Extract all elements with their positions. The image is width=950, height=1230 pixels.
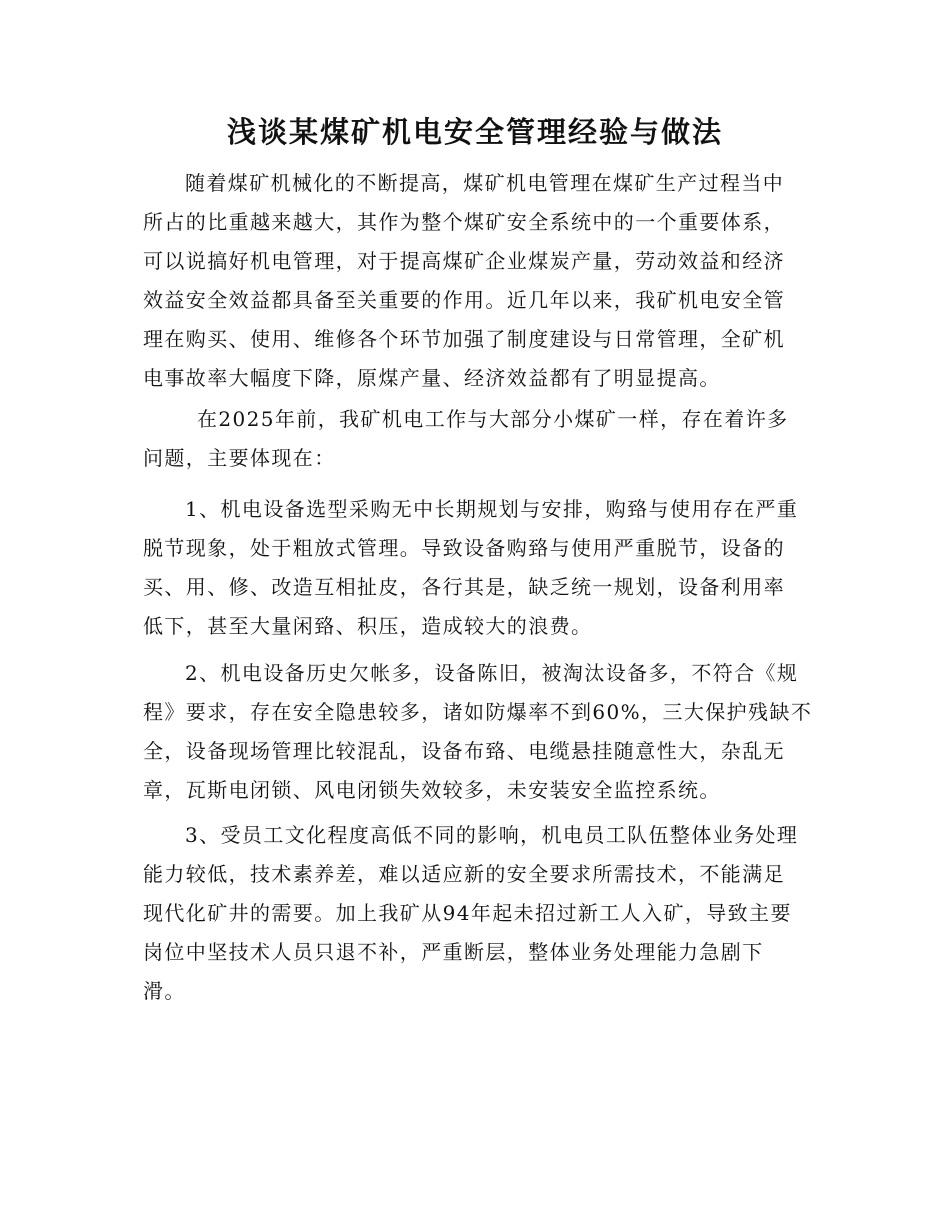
text-line: 章，瓦斯电闭锁、风电闭锁失效较多，未安装安全监控系统。 — [143, 778, 721, 802]
text-line: 电事故率大幅度下降，原煤产量、经济效益都有了明显提高。 — [143, 366, 721, 390]
text-line: 2、机电设备历史欠帐多，设备陈旧，被淘汰设备多，不符合《规 — [185, 661, 799, 685]
text-line: 脱节现象，处于粗放式管理。导致设备购臵与使用严重脱节，设备的 — [143, 536, 785, 560]
text-line: 买、用、修、改造互相扯皮，各行其是，缺乏统一规划，设备利用率 — [143, 575, 785, 599]
text-line: 效益安全效益都具备至关重要的作用。近几年以来，我矿机电安全管 — [143, 288, 785, 312]
paragraph-point-1 — [143, 490, 813, 646]
text-line: 岗位中坚技术人员只退不补，严重断层，整体业务处理能力急剧下 — [143, 940, 764, 964]
paragraph-intro — [143, 164, 813, 398]
text-line: 全，设备现场管理比较混乱，设备布臵、电缆悬挂随意性大，杂乱无 — [143, 739, 785, 763]
text-line: 可以说搞好机电管理，对于提高煤矿企业煤炭产量，劳动效益和经济 — [143, 249, 785, 273]
text-line: 问题，主要体现在： — [143, 446, 336, 470]
text-line: 理在购买、使用、维修各个环节加强了制度建设与日常管理，全矿机 — [143, 327, 785, 351]
text-line: 滑。 — [143, 979, 186, 1003]
text-line: 在2025年前，我矿机电工作与大部分小煤矿一样，存在着许多 — [197, 407, 789, 431]
paragraph-background — [143, 400, 813, 478]
text-line: 能力较低，技术素养差，难以适应新的安全要求所需技术，不能满足 — [143, 862, 785, 886]
text-line: 随着煤矿机械化的不断提高，煤矿机电管理在煤矿生产过程当中 — [185, 171, 785, 195]
text-line: 现代化矿井的需要。加上我矿从94年起未招过新工人入矿，导致主要 — [143, 901, 792, 925]
text-line: 所占的比重越来越大，其作为整个煤矿安全系统中的一个重要体系， — [143, 210, 785, 234]
text-line: 低下，甚至大量闲臵、积压，造成较大的浪费。 — [143, 614, 593, 638]
paragraph-point-2 — [143, 654, 813, 810]
text-line: 程》要求，存在安全隐患较多，诸如防爆率不到60%，三大保护残缺不 — [143, 700, 813, 724]
document-title: 浅谈某煤矿机电安全管理经验与做法 — [226, 115, 723, 149]
text-line: 3、受员工文化程度高低不同的影响，机电员工队伍整体业务处理 — [185, 823, 799, 847]
text-line: 1、机电设备选型采购无中长期规划与安排，购臵与使用存在严重 — [185, 497, 799, 521]
paragraph-point-3 — [143, 816, 813, 1011]
